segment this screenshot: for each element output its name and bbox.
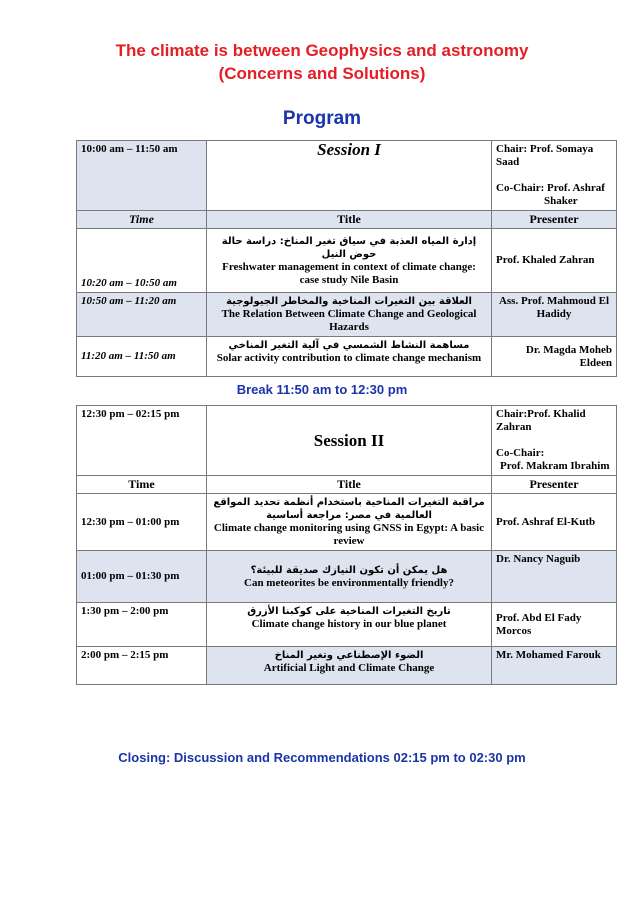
talk-title bbox=[207, 647, 492, 685]
talk-time: 01:00 pm – 01:30 pm bbox=[77, 551, 207, 603]
talk-title bbox=[207, 229, 492, 293]
session-1-time: 10:00 am – 11:50 am bbox=[77, 141, 207, 211]
col-presenter-header: Presenter bbox=[492, 211, 617, 229]
session-2-cochair: Co-Chair: bbox=[496, 447, 545, 459]
col-presenter-header: Presenter bbox=[492, 476, 617, 494]
talk-title-english: Solar activity contribution to climate change mechanism bbox=[216, 352, 482, 364]
talk-time: 11:20 am – 11:50 am bbox=[77, 337, 207, 377]
talk-time: 1:30 pm – 2:00 pm bbox=[77, 603, 207, 647]
talk-presenter: Prof. Khaled Zahran bbox=[492, 229, 617, 293]
talk-title-arabic: مراقبة التغيرات المناخية باستخدام أنظمة تحديد المواقع العالمية في مصر: مراجعة أساسية bbox=[213, 497, 485, 521]
table-row bbox=[77, 647, 617, 685]
talk-title bbox=[207, 293, 492, 337]
talk-presenter: Dr. Magda Moheb Eldeen bbox=[492, 337, 617, 377]
col-title-header: Title bbox=[207, 476, 492, 494]
talk-title bbox=[207, 603, 492, 647]
table-row bbox=[77, 293, 617, 337]
talk-title-arabic: هل يمكن أن تكون النيازك صديقة للبيئة؟ bbox=[250, 564, 448, 576]
talk-title-english: Climate change history in our blue planet bbox=[251, 618, 447, 630]
col-time-header: Time bbox=[77, 476, 207, 494]
talk-presenter: Prof. Ashraf El-Kutb bbox=[492, 494, 617, 551]
talk-title bbox=[207, 494, 492, 551]
program-heading: Program bbox=[282, 108, 362, 129]
talk-presenter: Ass. Prof. Mahmoud El Hadidy bbox=[492, 293, 617, 337]
table-row bbox=[77, 603, 617, 647]
talk-title bbox=[207, 337, 492, 377]
talk-title-english: Can meteorites be environmentally friendly? bbox=[244, 576, 454, 589]
session-2-name: Session II bbox=[207, 406, 492, 476]
document-title: The climate is between Geophysics and astronomy bbox=[115, 41, 529, 60]
session-1-name: Session I bbox=[207, 141, 492, 211]
talk-presenter: Dr. Nancy Naguib bbox=[492, 551, 617, 603]
session-1-chair: Chair: Prof. Somaya Saad bbox=[496, 143, 594, 168]
talk-title-english: Freshwater management in context of climate change: case study Nile Basin bbox=[222, 260, 476, 286]
document-subtitle: (Concerns and Solutions) bbox=[218, 64, 426, 83]
session-2-cochair-name: Prof. Makram Ibrahim bbox=[500, 460, 610, 472]
col-time-header: Time bbox=[77, 211, 207, 229]
talk-title-arabic: تاريخ التغيرات المناخية على كوكبنا الأزرق bbox=[247, 606, 451, 617]
session-1-cochair-name: Shaker bbox=[544, 195, 578, 207]
talk-title-english: The Relation Between Climate Change and Geological Hazards bbox=[221, 308, 477, 333]
session-2-table bbox=[76, 405, 617, 685]
talk-title-arabic: إدارة المياه العذبة في سياق تغير المناخ: دراسة حالة حوض النيل bbox=[221, 235, 477, 260]
session-2-time: 12:30 pm – 02:15 pm bbox=[77, 406, 207, 476]
talk-time: 2:00 pm – 2:15 pm bbox=[77, 647, 207, 685]
talk-time: 10:20 am – 10:50 am bbox=[77, 229, 207, 293]
break-note: Break 11:50 am to 12:30 pm bbox=[236, 382, 408, 397]
talk-time: 12:30 pm – 01:00 pm bbox=[77, 494, 207, 551]
talk-title-english: Climate change monitoring using GNSS in Egypt: A basic review bbox=[213, 522, 485, 547]
col-title-header: Title bbox=[207, 211, 492, 229]
talk-time: 10:50 am – 11:20 am bbox=[77, 293, 207, 337]
talk-title-english: Artificial Light and Climate Change bbox=[263, 662, 435, 674]
talk-title-arabic: مساهمة النشاط الشمسي في آلية التغير المناخي bbox=[228, 340, 470, 351]
talk-title-arabic: الضوء الإصطناعي وتغير المناخ bbox=[274, 650, 424, 661]
table-row bbox=[77, 551, 617, 603]
table-row bbox=[77, 337, 617, 377]
talk-title-arabic: العلاقة بين التغيرات المناخية والمخاطر الجيولوجية bbox=[226, 296, 472, 307]
talk-title bbox=[207, 551, 492, 603]
session-2-chair: Chair:Prof. Khalid Zahran bbox=[496, 408, 586, 433]
table-row bbox=[77, 494, 617, 551]
session-1-table bbox=[76, 140, 617, 377]
session-2-chairs bbox=[492, 406, 617, 476]
talk-presenter: Mr. Mohamed Farouk bbox=[492, 647, 617, 685]
talk-presenter: Prof. Abd El Fady Morcos bbox=[492, 603, 617, 647]
table-row bbox=[77, 229, 617, 293]
session-1-cochair: Co-Chair: Prof. Ashraf bbox=[496, 182, 605, 194]
session-1-chairs bbox=[492, 141, 617, 211]
closing-note: Closing: Discussion and Recommendations 02:15 pm to 02:30 pm bbox=[118, 750, 526, 765]
